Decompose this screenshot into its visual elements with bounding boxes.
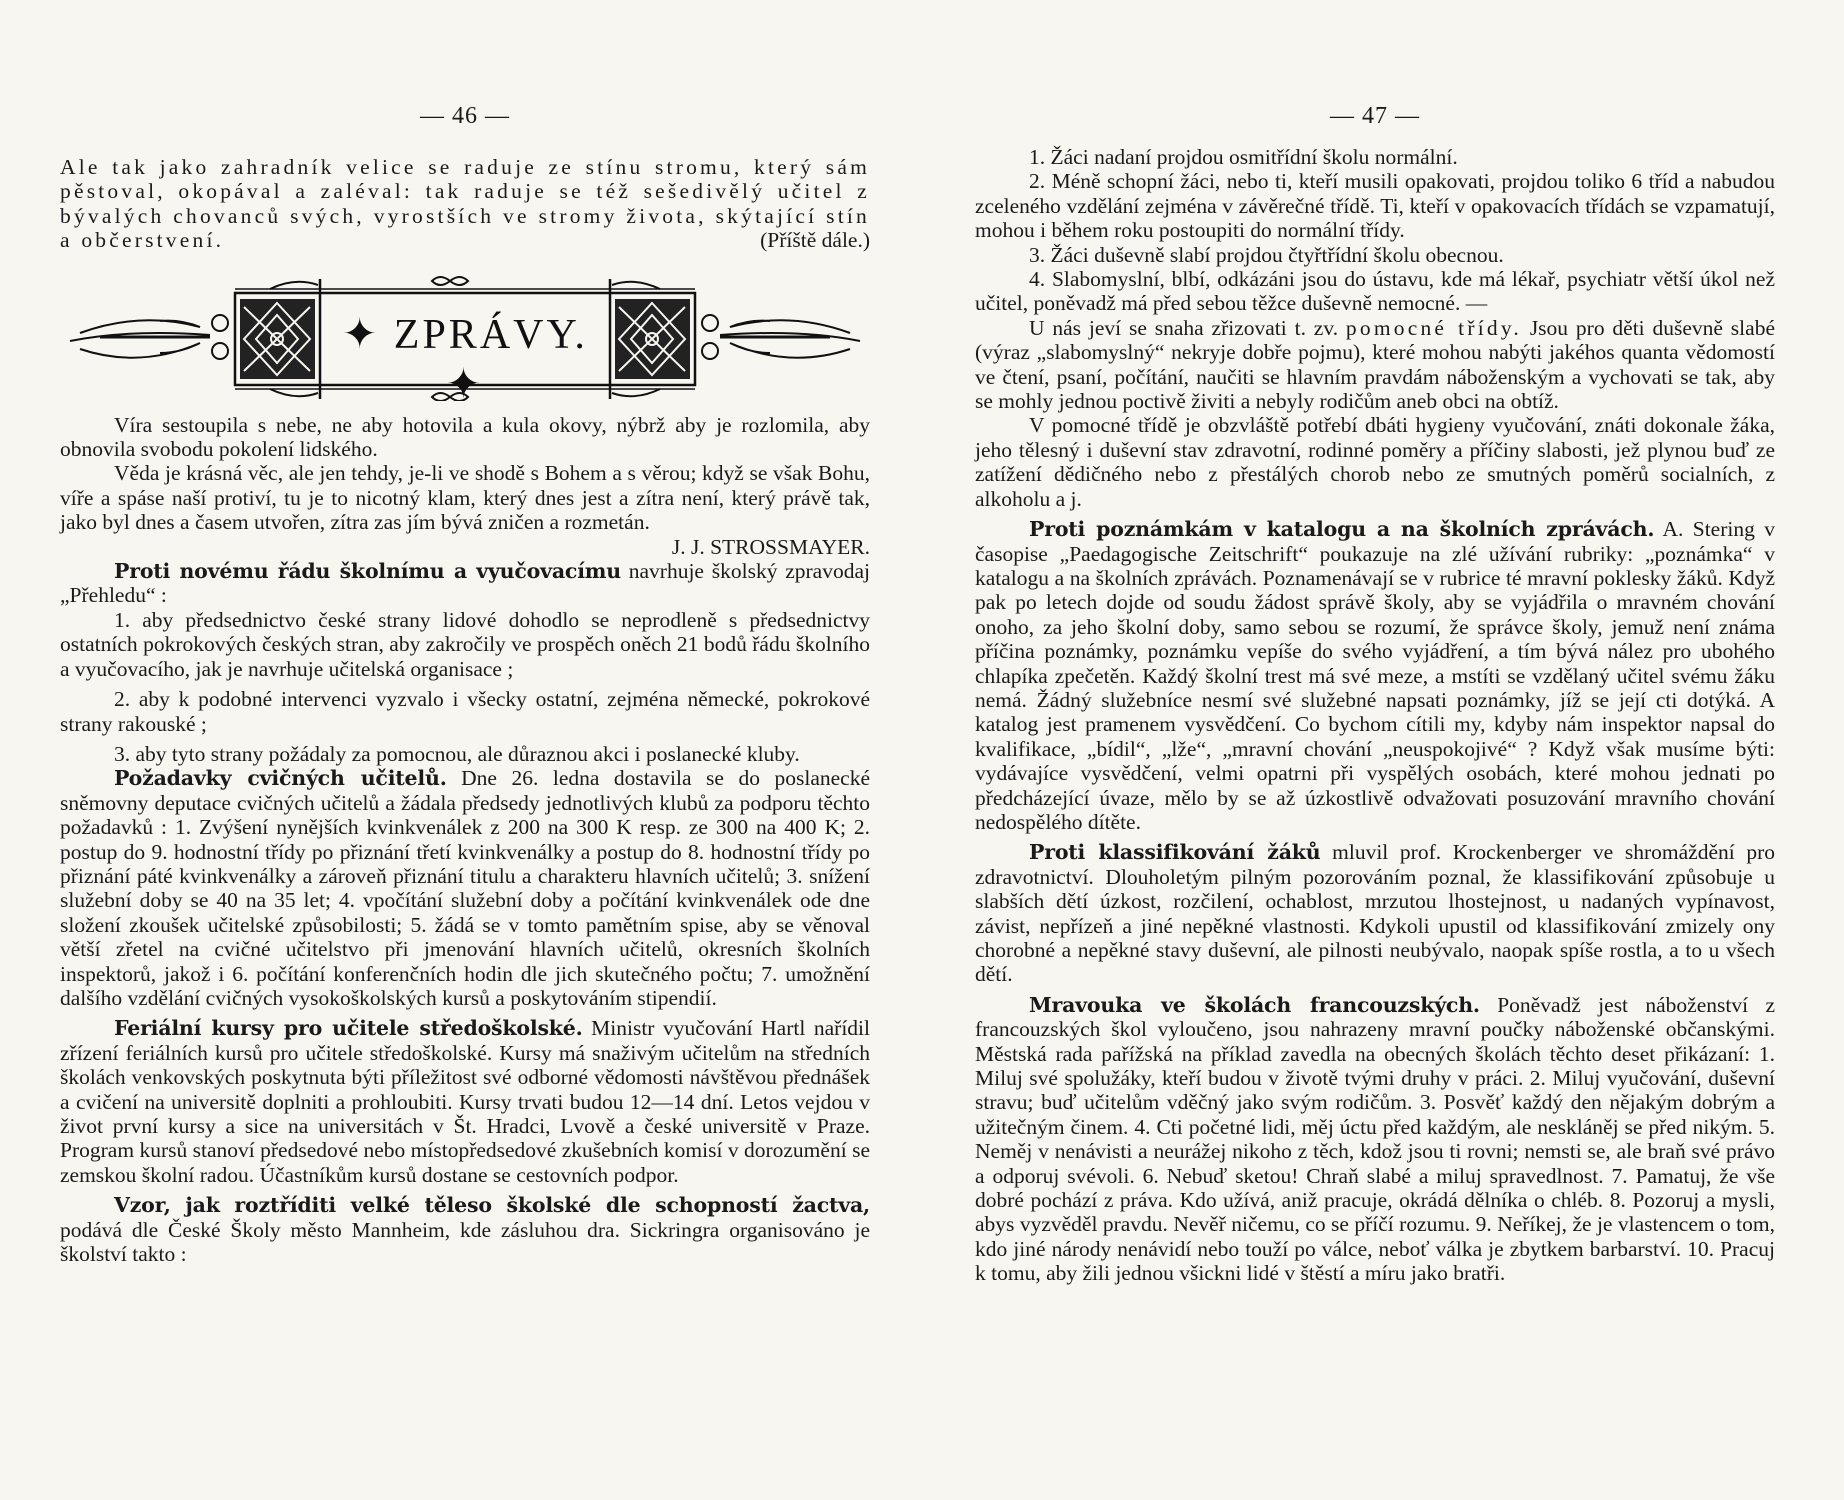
list-item: 2. aby k podobné intervenci vyzvalo i všecky ostatní, zejména německé, pokrokové strany rakouské ; [60, 687, 870, 736]
page-number-right: — 47 — [1330, 103, 1420, 129]
quote-paragraph-1: Víra sestoupila s nebe, ne aby hotovila a kula okovy, nýbrž aby je rozlomila, aby obnovila svobodu pokolení lidského. [60, 412, 870, 462]
section-proti-novemu [60, 559, 870, 608]
list-item: 1. aby předsednictvo české strany lidové dohodlo se neprodleně s předsednictvy ostatních pokrokových českých stran, aby zakročily ve prospěch oněch 21 bodů řádu školního a vyučovacího, jak je navrhuje učitelská organisace ; [60, 607, 870, 681]
section-heading: Proti novému řádu školnímu a vyučovacímu [114, 559, 621, 584]
banner-title: ✦ ZPRÁVY. ✦ [342, 311, 588, 408]
list-item: 3. Žáci duševně slabí projdou čtyřtřídní školu obecnou. [1029, 242, 1504, 267]
section-proti-poznamkam [975, 517, 1775, 834]
intro-text: Ale tak jako zahradník velice se raduje ze stínu stromu, který sám pěstoval, okopával a zaléval: tak raduje se též sešedivělý učitel z bývalých chovanců svých, vyrostších ve stromy života, skýtající stín a občerstvení. [60, 155, 870, 253]
left-column-news [60, 413, 870, 1267]
section-heading: Proti poznámkám v katalogu a na školních zprávách. [1029, 517, 1655, 542]
page-number-left: — 46 — [420, 103, 510, 129]
section-text: Poněvadž jest náboženství z francouzských škol vyloučeno, jsou nahrazeny mravní poučky náboženské občanskými. Městská rada pařížská na příklad zavedla na obecných školách těchto deset přikázaní: 1. Miluj své spolužáky, kteří budou v životě tvými druhy v práci. 2. Miluj vyučování, duševní stravu; buď učitelům vděčný jako svým rodičům. 3. Posvěť každý den nějakým dobrým a užitečným činem. 4. Cti početné lidi, měj úctu před každým, ale neskláněj se před nikým. 5. Neměj v nenávisti a neurážej nikoho z těch, kdož jsou ti rovni; nemsti se, ale braň své právo a odporuj svévoli. 6. Nebuď sketou! Chraň slabé a miluj spravedlnost. 7. Pamatuj, že vše dobré pochází z práva. Kdo užívá, aniž pracuje, okrádá dělníka o chléb. 8. Pozoruj a mysli, abys vyzvěděl pravdu. Nevěř ničemu, co se příčí rozumu. 9. Neříkej, že je vlastencem o tom, kdo jiné národy nenávidí nebo touží po válce, neboť válka je zbytkem barbarství. 10. Pracuj k tomu, aby žili jednou všickni lidé v štěstí a míru jako bratři. [975, 992, 1775, 1286]
section-heading: Mravouka ve školách francouzských. [1029, 992, 1480, 1017]
section-heading: Proti klassifikování žáků [1029, 840, 1321, 865]
section-mravouka [975, 993, 1775, 1286]
section-text: Dne 26. ledna dostavila se do poslanecké sněmovny deputace cvičných učitelů a žádala předsedy jednotlivých klubů za podporu těchto požadavků : 1. Zvýšení nynějších kvinkvenálek z 200 na 300 K resp. ze 300 na 400 K; 2. postup do 9. hodnostní třídy po přiznání třetí kvinkvenálky a postup do 8. hodnostní třídy po přiznání páté kvinkvenálky a zároveň přiznání titulu a charakteru hlavních učitelů; 3. snížení služební doby se 40 na 35 let; 4. vpočítání služební doby a počítání kvinkvenálek ode dne složení zkoušek učitelské způsobilosti; 5. žádá se v tomto pamětním spise, aby se věnoval větší zřetel na cvičné učitelstvo při jmenování hlavních učitelů, okresních školních inspektorů, jakož i 6. počítání konferenčních hodin dle jich skutečného počtu; 7. umožnění dalšího vzdělání cvičných vysokoškolských kursů a poskytováním stipendií. [60, 766, 870, 1010]
spaced-term: pomocné třídy. [1345, 315, 1522, 340]
left-page [60, 0, 870, 1500]
right-page [975, 0, 1775, 1500]
left-column [60, 155, 870, 253]
right-column [975, 145, 1775, 1286]
section-heading: Vzor, jak roztříditi velké těleso školské dle schopností žactva, [114, 1193, 870, 1218]
section-pozadavky [60, 766, 870, 1010]
zpravy-banner [60, 271, 870, 408]
section-text: podává dle České Školy město Mannheim, kde zásluhou dra. Sickringra organisováno je školství takto : [60, 1217, 870, 1267]
section-vzor [60, 1193, 870, 1266]
paragraph-text: Jsou pro děti duševně slabé (výraz „slabomyslný“ nekryje dobře pojmu), které mohou nabýti jakéhos quanta vědomostí ve čtení, psaní, počítání, naučiti se hlavním pravdám náboženským a vychovati se tak, aby se mohly jednou poctivě živiti a nebyly rodičům aneb obci na obtíž. [975, 315, 1775, 414]
list-item: 2. Méně schopní žáci, nebo ti, kteří musili opakovati, projdou toliko 6 tříd a nabudou zceleného vzdělání zejména v závěrečné třídě. Ti, kteří v opakovacích třídách se vzpamatují, mohou i během roku postoupiti do normální třídy. [975, 169, 1775, 243]
paragraph-hygiena: V pomocné třídě je obzvláště potřebí dbáti hygieny vyučování, znáti dokonale žáka, jeho tělesný i duševní stav zdravotní, rodinné poměry a příčiny slabosti, jež plynou buď ze zatížení dědičného nebo z přestálých chorob nebo ze smutných poměrů socialních, z alkoholu a j. [975, 413, 1775, 511]
paragraph-pomocne-tridy [975, 316, 1775, 414]
intro-paragraph [60, 155, 870, 253]
section-text: mluvil prof. Krockenberger ve shromáždění pro zdravotnictví. Dlouholetým pilným pozorováním poznal, že klassifikování způsobuje u slabších dětí úzkost, rozčilení, ochablost, mrzutou lhostejnost, u nadaných vypínavost, závist, nepřízeň a jiné nepěkné vlastnosti. Kdykoli upustil od klassifikování zmizely ony chorobné a nepěkné stavy duševní, ale pilnosti neubývalo, naopak spíše rostla, a to u všech dětí. [975, 840, 1776, 987]
list-item: 4. Slabomyslní, blbí, odkázáni jsou do ústavu, kde má lékař, psychiatr větší úkol než učitel, poněvadž má před sebou těžce duševně nemocné. — [975, 267, 1775, 316]
section-proti-klassifikovani [975, 840, 1775, 986]
banner-title-text: ZPRÁVY. [393, 311, 588, 358]
continued-note: (Příště dále.) [760, 228, 870, 253]
section-text: A. Stering v časopise „Paedagogische Zeitschrift“ poukazuje na zlé užívání rubriky: „poznámka“ v katalogu a na školních zprávách. Poznamenávají se v rubrice té mravní poklesky žáků. Když pak po letech dojde od soudu žádost správě školy, aby se vyjádřila o mravném chování onoho, za jeho školní doby, samo sebou se rozumí, že správce školy, jemuž není známa příčina poznámky, poznámku vepíše do svého vyjádření, a tím bývá nález pro ubohého chlapíka zpečetěn. Každý školní trest má své meze, a mstíti se vzdělaný učitel svému žáku nemá. Žádný služebníce nesmí své služebné napsati poznámky, jíž se její cti dotýká. A katalog jest pramenem vysvědčení. Co bychom cítili my, kdyby nám inspektor napsal do kvalifikace, „bídil“, „lže“, „mravní chování „neuspokojivé“ ? Když však musíme býti: vydávajíce vysvědčení, velmi opatrni při vyspělých osobách, které mohou jednati po předcházející úvaze, mělo by se až úzkostlivě odvažovati posuzování mravního chování nedospělého dítěte. [975, 517, 1775, 834]
list-item: 1. Žáci nadaní projdou osmitřídní školu normální. [1029, 145, 1458, 169]
section-ferialni-kursy [60, 1016, 870, 1187]
section-heading: Požadavky cvičných učitelů. [114, 766, 447, 791]
section-text: Ministr vyučování Hartl nařídil zřízení feriálních kursů pro učitele středoškolské. Kursy má snaživým učitelům na středních školách venkovských poskytnuta býti příležitost své odborné vědomosti návštěvou přednášek a cvičení na universitě doplniti a prohloubiti. Kursy trvati budou 12—14 dní. Letos vejdou v život první kursy a sice na universitách v Št. Hradci, Lvově a české universitě v Praze. Program kursů stanoví předsedové nebo místopředsedové zkušebních komisí v dorozumění se zemskou školní radou. Účastníkům kursů dostane se cestovních podpor. [60, 1016, 870, 1187]
section-heading: Feriální kursy pro učitele středoškolské. [114, 1016, 583, 1041]
list-item: 3. aby tyto strany požádaly za pomocnou, ale důraznou akci i poslanecké kluby. [114, 741, 800, 766]
section-text: navrhuje školský zpravodaj „Přehledu“ : [60, 559, 870, 608]
quote-author: J. J. STROSSMAYER. [671, 534, 870, 559]
quote-paragraph-2: Věda je krásná věc, ale jen tehdy, je-li ve shodě s Bohem a s věrou; když se však Bohu, víře a spáse naší protiví, tu je to nicotný klam, který dnes jest a zítra není, který právě tak, jako byl dnes a časem utvořen, zítra zas jím bývá zničen a rozmetán. [60, 461, 870, 535]
paragraph-text: U nás jeví se snaha zřizovati t. zv. [1029, 315, 1346, 340]
